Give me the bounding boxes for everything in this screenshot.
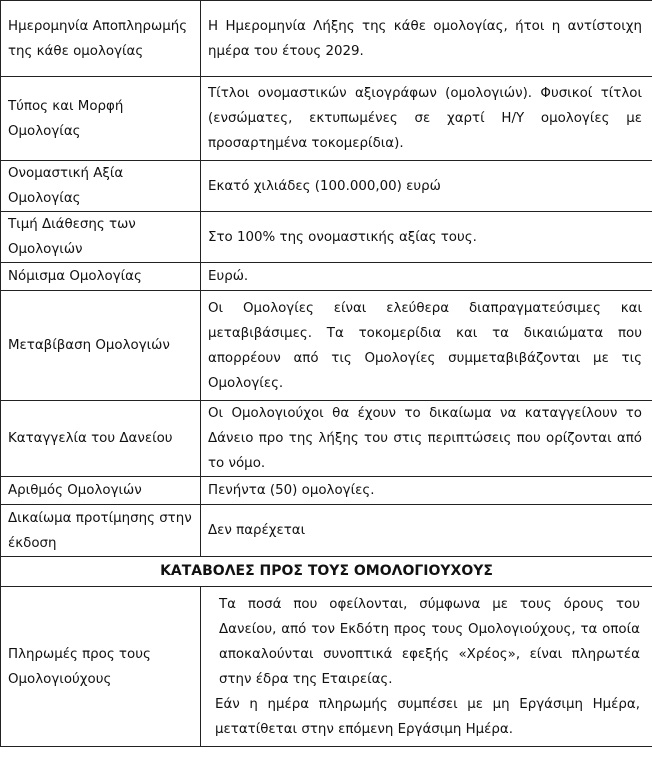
row-value-transfer: Οι Ομολογίες είναι ελεύθερα διαπραγματεύσιμες και μεταβιβάσιμες. Τα τοκομερίδια και τα δικαιώματα που απορρέουν από τις Ομολογίες συμμεταβιβάζονται με τις Ομολογίες.	[201, 291, 652, 401]
table-row	[1, 77, 652, 161]
row-label-currency: Νόμισμα Ομολογίας	[1, 263, 201, 291]
table-row	[1, 587, 652, 747]
payments-paragraph-1: Τα ποσά που οφείλονται, σύμφωνα με τους όρους του Δανείου, από τον Εκδότη προς τους Ομολογιούχους, τα οποία αποκαλούνται συνοπτικά εφεξής «Χρέος», είναι πληρωτέα στην έδρα της Εταιρείας.	[219, 596, 640, 687]
row-value-currency: Ευρώ.	[201, 263, 652, 291]
table-row	[1, 212, 652, 263]
payments-paragraph-2: Εάν η ημέρα πληρωμής συμπέσει με μη Εργάσιμη Ημέρα, μετατίθεται στην επόμενη Εργάσιμη Ημέρα.	[215, 696, 640, 737]
row-value-bond-count: Πενήντα (50) ομολογίες.	[201, 477, 652, 505]
row-value-preemption: Δεν παρέχεται	[201, 505, 652, 557]
row-value-offer-price: Στο 100% της ονομαστικής αξίας τους.	[201, 212, 652, 263]
row-label-bond-count: Αριθμός Ομολογιών	[1, 477, 201, 505]
row-label-nominal-value: Ονομαστική Αξία Ομολογίας	[1, 161, 201, 212]
table-row	[1, 291, 652, 401]
row-value-nominal-value: Εκατό χιλιάδες (100.000,00) ευρώ	[201, 161, 652, 212]
section-heading: ΚΑΤΑΒΟΛΕΣ ΠΡΟΣ ΤΟΥΣ ΟΜΟΛΟΓΙΟΥΧΟΥΣ	[1, 557, 652, 587]
row-value-repayment-date: Η Ημερομηνία Λήξης της κάθε ομολογίας, ήτοι η αντίστοιχη ημέρα του έτους 2029.	[201, 1, 652, 77]
row-label-offer-price: Τιμή Διάθεσης των Ομολογιών	[1, 212, 201, 263]
table-row	[1, 263, 652, 291]
table-row	[1, 505, 652, 557]
row-value-termination: Οι Ομολογιούχοι θα έχουν το δικαίωμα να καταγγείλουν το Δάνειο προ της λήξης του στις περιπτώσεις που ορίζονται από το νόμο.	[201, 401, 652, 477]
row-label-bond-type: Τύπος και Μορφή Ομολογίας	[1, 77, 201, 161]
row-value-payments	[201, 587, 652, 747]
table-row	[1, 477, 652, 505]
row-label-payments: Πληρωμές προς τους Ομολογιούχους	[1, 587, 201, 747]
table-row	[1, 401, 652, 477]
section-row	[1, 557, 652, 587]
row-value-bond-type: Τίτλοι ονομαστικών αξιογράφων (ομολογιών). Φυσικοί τίτλοι (ενσώματες, εκτυπωμένες σε χαρτί Η/Υ ομολογίες με προσαρτημένα τοκομερίδια).	[201, 77, 652, 161]
table-row	[1, 161, 652, 212]
row-label-repayment-date: Ημερομηνία Αποπληρωμής της κάθε ομολογίας	[1, 1, 201, 77]
row-label-preemption: Δικαίωμα προτίμησης στην έκδοση	[1, 505, 201, 557]
table-row	[1, 1, 652, 77]
row-label-termination: Καταγγελία του Δανείου	[1, 401, 201, 477]
row-label-transfer: Μεταβίβαση Ομολογιών	[1, 291, 201, 401]
